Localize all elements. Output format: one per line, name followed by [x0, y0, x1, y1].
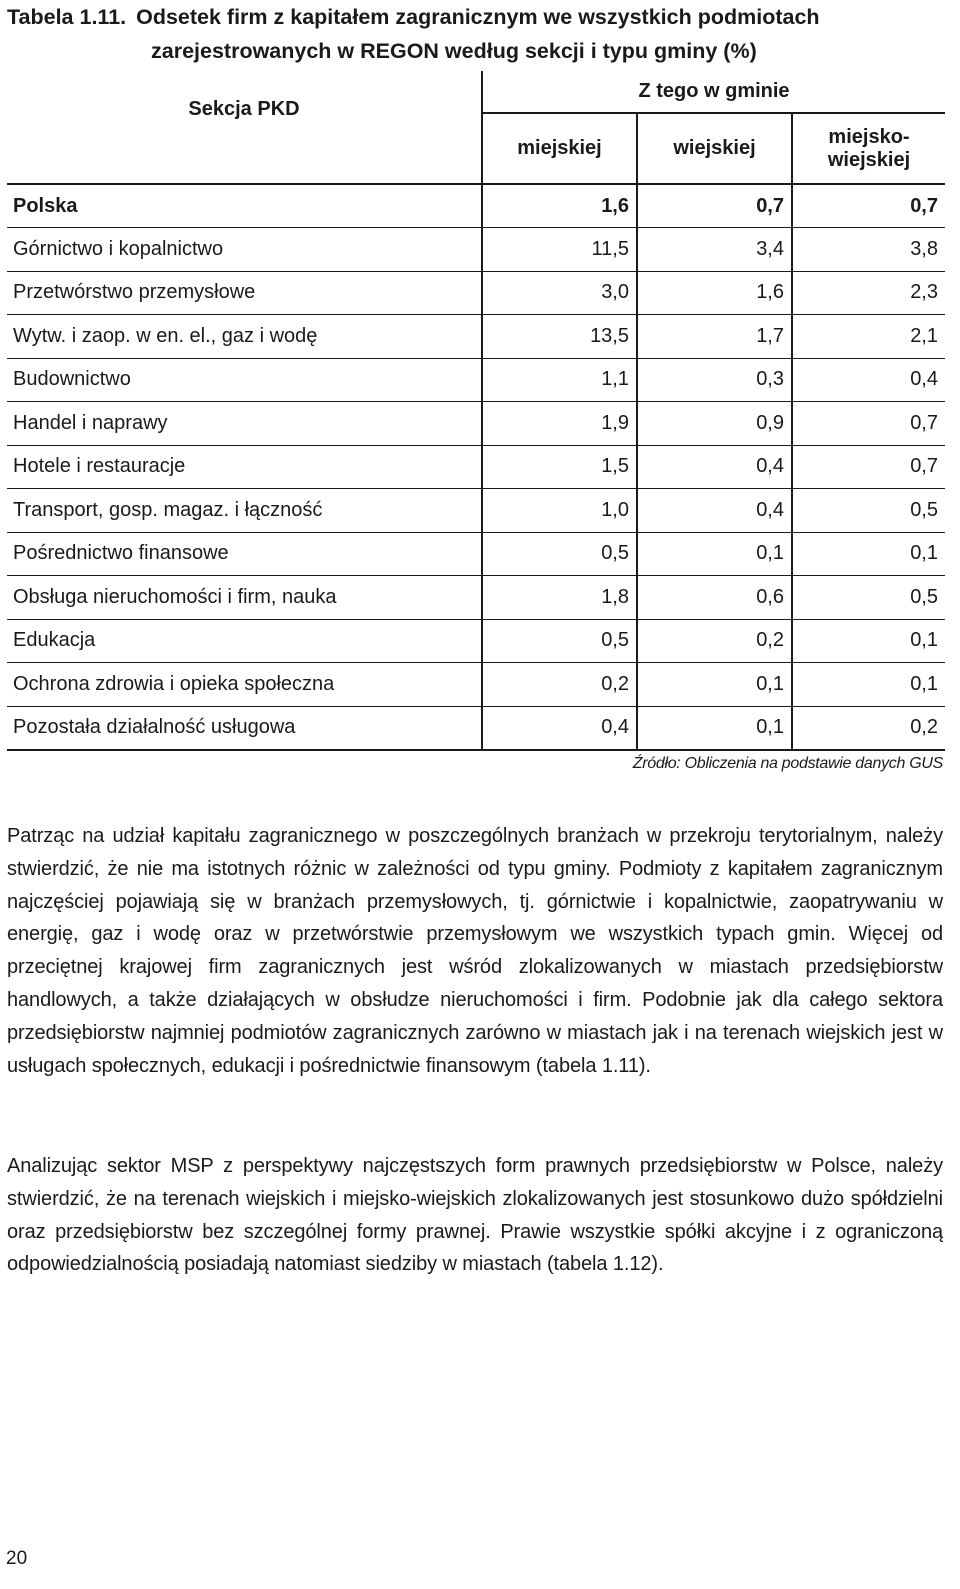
cell-miejskiej: 11,5	[482, 228, 637, 272]
row-name: Przetwórstwo przemysłowe	[7, 271, 482, 315]
table-caption	[7, 0, 947, 68]
cell-miejskiej: 0,4	[482, 706, 637, 750]
table-row	[7, 619, 945, 663]
cell-miejsko-wiejskiej: 0,1	[792, 532, 945, 576]
header-sekcja-pkd: Sekcja PKD	[7, 71, 482, 184]
cell-miejskiej: 1,5	[482, 445, 637, 489]
row-name: Budownictwo	[7, 358, 482, 402]
cell-miejskiej: 1,1	[482, 358, 637, 402]
table-row	[7, 315, 945, 359]
cell-miejsko-wiejskiej: 0,5	[792, 489, 945, 533]
table-row	[7, 445, 945, 489]
cell-miejsko-wiejskiej: 2,1	[792, 315, 945, 359]
cell-miejskiej: 0,5	[482, 532, 637, 576]
table-caption-text-cont: zarejestrowanych w REGON według sekcji i typu gminy (%)	[151, 39, 757, 63]
header-group: Z tego w gminie	[482, 71, 945, 113]
row-name: Edukacja	[7, 619, 482, 663]
cell-miejskiej: 1,0	[482, 489, 637, 533]
cell-wiejskiej: 1,6	[637, 271, 792, 315]
row-name: Obsługa nieruchomości i firm, nauka	[7, 576, 482, 620]
cell-wiejskiej: 0,4	[637, 445, 792, 489]
body-paragraph-1: Patrząc na udział kapitału zagranicznego w poszczególnych branżach w przekroju terytorialnym, należy stwierdzić, że nie ma istotnych różnic w zależności od typu gminy. Podmioty z kapitałem zagranicznym najczęściej pojawiają się w branżach przemysłowych, tj. górnictwie i kopalnictwie, zaopatrywaniu w energię, gaz i wodę oraz w przetwórstwie przemysłowym we wszystkich typach gmin. Więcej od przeciętnej krajowej firm zagranicznych jest wśród zlokalizowanych w miastach przedsiębiorstw handlowych, a także działających w obsłudze nieruchomości i firm. Podobnie jak dla całego sektora przedsiębiorstw najmniej podmiotów zagranicznych zarówno w miastach jak i na terenach wiejskich jest w usługach społecznych, edukacji i pośrednictwie finansowym (tabela 1.11).	[7, 825, 943, 1077]
cell-miejskiej: 3,0	[482, 271, 637, 315]
cell-miejsko-wiejskiej: 3,8	[792, 228, 945, 272]
cell-miejskiej: 0,5	[482, 619, 637, 663]
data-table	[7, 71, 945, 751]
page-number: 20	[6, 1548, 28, 1569]
row-name: Transport, gosp. magaz. i łączność	[7, 489, 482, 533]
header-miejsko-line1: miejsko-	[828, 125, 910, 148]
row-name: Handel i naprawy	[7, 402, 482, 446]
cell-miejsko-wiejskiej: 0,2	[792, 706, 945, 750]
row-name: Polska	[7, 184, 482, 228]
cell-wiejskiej: 0,1	[637, 532, 792, 576]
cell-miejskiej: 1,6	[482, 184, 637, 228]
row-name: Wytw. i zaop. w en. el., gaz i wodę	[7, 315, 482, 359]
cell-wiejskiej: 0,1	[637, 706, 792, 750]
cell-wiejskiej: 0,9	[637, 402, 792, 446]
cell-miejskiej: 13,5	[482, 315, 637, 359]
cell-miejsko-wiejskiej: 0,7	[792, 184, 945, 228]
cell-wiejskiej: 0,7	[637, 184, 792, 228]
cell-wiejskiej: 3,4	[637, 228, 792, 272]
row-name: Hotele i restauracje	[7, 445, 482, 489]
table-row	[7, 489, 945, 533]
table-row	[7, 532, 945, 576]
cell-miejsko-wiejskiej: 0,7	[792, 402, 945, 446]
table-caption-label: Tabela 1.11.	[7, 5, 127, 29]
cell-wiejskiej: 0,4	[637, 489, 792, 533]
header-miejsko-wiejskiej	[792, 113, 945, 184]
header-wiejskiej: wiejskiej	[637, 113, 792, 184]
row-name: Ochrona zdrowia i opieka społeczna	[7, 663, 482, 707]
table-row	[7, 576, 945, 620]
cell-miejskiej: 1,8	[482, 576, 637, 620]
row-name: Górnictwo i kopalnictwo	[7, 228, 482, 272]
cell-wiejskiej: 0,6	[637, 576, 792, 620]
cell-wiejskiej: 0,3	[637, 358, 792, 402]
cell-miejsko-wiejskiej: 0,1	[792, 619, 945, 663]
cell-miejsko-wiejskiej: 2,3	[792, 271, 945, 315]
table-row	[7, 402, 945, 446]
table-source-note: Źródło: Obliczenia na podstawie danych GUS	[632, 755, 943, 772]
row-name: Pośrednictwo finansowe	[7, 532, 482, 576]
cell-miejsko-wiejskiej: 0,1	[792, 663, 945, 707]
table-row	[7, 184, 945, 228]
cell-miejsko-wiejskiej: 0,4	[792, 358, 945, 402]
header-miejskiej: miejskiej	[482, 113, 637, 184]
table-row	[7, 271, 945, 315]
table-row	[7, 706, 945, 750]
cell-wiejskiej: 0,2	[637, 619, 792, 663]
header-miejsko-line2: wiejskiej	[827, 148, 911, 171]
cell-miejskiej: 1,9	[482, 402, 637, 446]
cell-wiejskiej: 0,1	[637, 663, 792, 707]
cell-wiejskiej: 1,7	[637, 315, 792, 359]
cell-miejskiej: 0,2	[482, 663, 637, 707]
body-paragraph-2: Analizując sektor MSP z perspektywy najczęstszych form prawnych przedsiębiorstw w Polsce, należy stwierdzić, że na terenach wiejskich i miejsko-wiejskich zlokalizowanych jest stosunkowo dużo spółdzielni oraz przedsiębiorstw bez szczególnej formy prawnej. Prawie wszystkie spółki akcyjne i z ograniczoną odpowiedzialnością posiadają natomiast siedziby w miastach (tabela 1.12).	[7, 1155, 943, 1276]
cell-miejsko-wiejskiej: 0,7	[792, 445, 945, 489]
table-caption-text: Odsetek firm z kapitałem zagranicznym we wszystkich podmiotach	[136, 5, 820, 29]
cell-miejsko-wiejskiej: 0,5	[792, 576, 945, 620]
table-row	[7, 228, 945, 272]
table-row	[7, 358, 945, 402]
table-row	[7, 663, 945, 707]
row-name: Pozostała działalność usługowa	[7, 706, 482, 750]
